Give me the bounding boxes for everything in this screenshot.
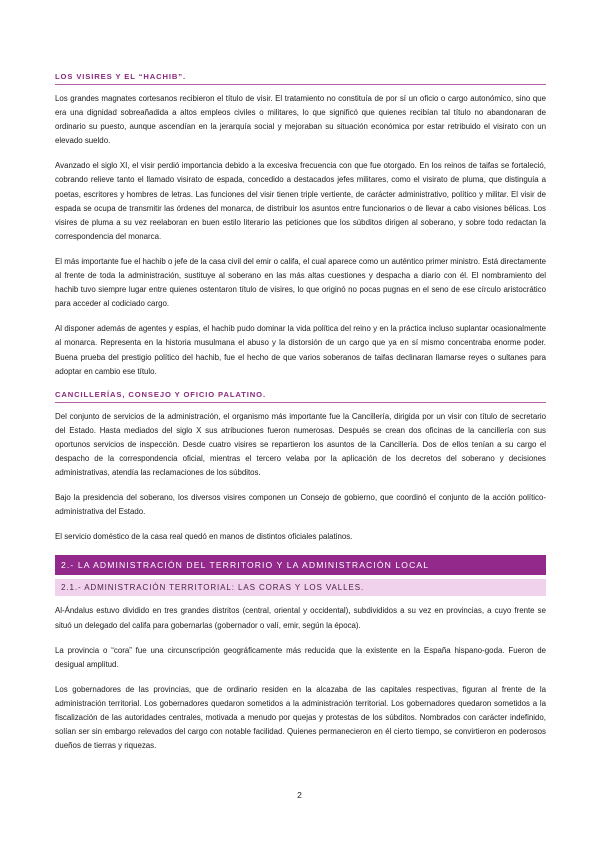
page-number: 2 <box>297 790 302 800</box>
paragraph: Al-Ándalus estuvo dividido en tres grandes distritos (central, oriental y occidental), subdivididos a su vez en provincias, a cuyo frente se situó un delegado del califa para gobernarlas (gobernador o valí, emir, según la época). <box>55 606 546 630</box>
subsection-heading-coras: 2.1.- ADMINISTRACIÓN TERRITORIAL: LAS CORAS Y LOS VALLES. <box>55 579 546 596</box>
paragraph: El servicio doméstico de la casa real quedó en manos de distintos oficiales palatinos. <box>55 532 353 542</box>
paragraph: Los gobernadores de las provincias, que de ordinario residen en la alcazaba de las capitales respectivas, figuran al frente de la administración territorial. Los gobernadores quedaron sometidos a la administración territorial. Los gobernadores quedaron sometidos a la fiscalización de las autoridades centrales, motivada a menudo por quejas y protestas de los súbditos. Nombrados con carácter indefinido, solían ser sin embargo relevados del cargo con notable facilidad. Quienes permanecieron en él cierto tiempo, se convirtieron en poderosos dueños de tierras y riquezas. <box>55 684 546 751</box>
chapter-heading-administracion: 2.- LA ADMINISTRACIÓN DEL TERRITORIO Y LA ADMINISTRACIÓN LOCAL <box>55 555 546 575</box>
paragraph: Al disponer además de agentes y espías, el hachib pudo dominar la vida política del reino y en la práctica incluso suplantar ocasionalmente al monarca. Representa en la historia musulmana el abuso y la distorsión de un cargo que ya en sí mismo concentraba enorme poder. Buena prueba del prestigio político del hachib, fue el hecho de que varios soberanos de taifas declinaran llamarse reyes o sultanes para adoptar en cambio ese título. <box>55 324 546 376</box>
section-heading-visires: LOS VISIRES Y EL “HACHIB”. <box>55 72 546 85</box>
paragraph: Los grandes magnates cortesanos recibieron el título de visir. El tratamiento no constituía de por sí un oficio o cargo autonómico, sino que era una dignidad sobreañadida a altos empleos civiles o militares, lo que significó que quienes recibían tal título no abandonaran de ordinario su puesto, aunque ascendían en la jerarquía social y mejoraban su situación económica por estar retribuido el visirato con un elevado sueldo. <box>55 94 546 146</box>
page-content <box>55 72 546 764</box>
section-heading-cancillerias: CANCILLERÍAS, CONSEJO Y OFICIO PALATINO. <box>55 390 546 403</box>
paragraph: El más importante fue el hachib o jefe de la casa civil del emir o califa, el cual aparece como un auténtico primer ministro. Está directamente al frente de toda la administración, sustituye al soberano en las más altas cuestiones y despacha a diario con él. El nombramiento del hachib tuvo siempre lugar entre quienes ostentaron título de visires, lo que originó no pocas pugnas en el seno de ese círculo aristocrático para acceder al codiciado cargo. <box>55 256 546 309</box>
paragraph: La provincia o “cora” fue una circunscripción geográficamente más reducida que la existente en la España hispano-goda. Fueron de desigual amplitud. <box>55 645 546 669</box>
paragraph: Avanzado el siglo XI, el visir perdió importancia debido a la excesiva frecuencia con que fue otorgado. En los reinos de taifas se fortaleció, cobrando relieve tanto el llamado visirato de espada, concedido a destacados jefes militares, como el visirato de pluma, que distinguía a poetas, escritores y hombres de letras. Las funciones del visir tienen triple vertiente, de carácter administrativo, político y militar. El visir de espada se ocupa de transmitir las órdenes del monarca, de distribuir los asuntos entre funcionarios o de llevar a cabo visiones bélicas. Los visires de pluma a su vez reelaboran en buen estilo literario las peticiones que los súbditos dirigen al soberano, y sobre todo redactan la correspondencia del monarca. <box>55 161 546 241</box>
paragraph: Del conjunto de servicios de la administración, el organismo más importante fue la Cancillería, dirigida por un visir con título de secretario del Estado. Hasta mediados del siglo X sus atribuciones fueron numerosas. Después se crean dos oficinas de la cancillería con sus oportunos servicios de inspección. Desde cuatro visires se repartieron los asuntos de la Cancillería. Dos de ellos tenían a su cargo el despacho de la correspondencia oficial, mientras el tercero velaba por la aplicación de los decretos del soberano y decisiones administrativas, atendía las reclamaciones de los súbditos. <box>55 411 546 478</box>
paragraph: Bajo la presidencia del soberano, los diversos visires componen un Consejo de gobierno, que coordinó el conjunto de la acción político-administrativa del Estado. <box>55 493 546 517</box>
